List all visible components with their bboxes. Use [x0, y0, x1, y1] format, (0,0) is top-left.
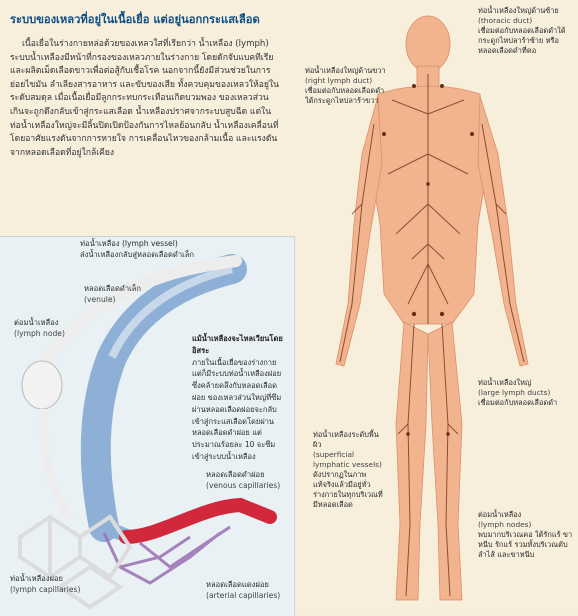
venule-label: หลอดเลือดดำเล็ก (venule)	[84, 284, 141, 304]
page-title: ระบบของเหลวที่อยู่ในเนื้อเยื่อ แต่อยู่นอกกระแสเลือด	[10, 13, 260, 26]
superficial-lymph-vessels-label: ท่อน้ำเหลืองระดับพื้นผิว (superficial lymphatic vessels) ดังปรากฏในภาพ แท้จริงแล้วมีอยู่ทั่วร่างกายในทุกบริเวณที่มีหลอดเลือด	[313, 430, 383, 509]
capillary-note-box: แม้น้ำเหลืองจะไหลเวียนโดยอิสระ ภายในเนื้อเยื่อของร่างกาย แต่ก็มีระบบท่อน้ำเหลืองฝอยซึ่งคล้ายคลึงกับหลอดเลือดฝอย ของเหลวส่วนใหญ่ที่ซึมผ่านหลอดเลือดฝอยจะกลับเข้าสู่กระแสเลือดโดยผ่านหลอดเลือดดำฝอย แต่ประมาณร้อยละ 10 จะซึมเข้าสู่ระบบน้ำเหลือง	[192, 334, 283, 461]
lymph-nodes-label: ต่อมน้ำเหลือง (lymph nodes) พบมากบริเวณคอ ใต้รักแร้ ขาหนีบ รักแร้ รวมทั้งบริเวณตับ ลำไส้ และขาหนีบ	[478, 510, 573, 559]
lymph-node-label: ต่อมน้ำเหลือง (lymph node)	[14, 318, 65, 338]
right-lymph-duct-label: ท่อน้ำเหลืองใหญ่ด้านขวา (right lymph duct) เชื่อมต่อกับหลอดเลือดดำใต้กระดูกไหปลาร้าขวา	[305, 66, 386, 105]
arterial-capillaries-label: หลอดเลือดแดงฝอย (arterial capillaries)	[206, 580, 281, 600]
lymph-capillaries-label: ท่อน้ำเหลืองฝอย (lymph capillaries)	[10, 574, 81, 594]
thoracic-duct-label: ท่อน้ำเหลืองใหญ่ด้านซ้าย (thoracic duct) เชื่อมต่อกับหลอดเลือดดำใต้กระดูกไหปลาร้าซ้าย หรือหลอดเลือดดำที่คอ	[478, 6, 566, 55]
intro-paragraph: เนื้อเยื่อในร่างกายหล่อด้วยของเหลวใสที่เรียกว่า น้ำเหลือง (lymph) ระบบน้ำเหลืองมีหน้าที่กรองของเหลวภายในร่างกาย โดยดักจับแบคทีเรียและผลิตเม็ดเลือดขาวเพื่อต่อสู้กับเชื้อโรค นอกจากนี้ยังมีส่วนช่วยในการย่อยไขมัน ลำเลียงสารอาหาร และขับของเสีย ทั้งควบคุมของเหลวให้อยู่ในระดับสมดุล เมื่อเนื้อเยื่อมีลูกกระทบกระเทือนเกิดบวมพอง ของเหลวส่วนเกินจะถูกดึงกลับเข้าสู่กระแสเลือด น้ำเหลืองปราศจากระบบสูบฉีด แต่ในท่อน้ำเหลืองใหญ่จะมีลิ้นปิดเปิดป้องกันการไหลย้อนกลับ น้ำเหลืองเคลื่อนที่โดยอาศัยแรงดันจากการหายใจ การเคลื่อนไหวของกล้ามเนื้อ และแรงดันจากหลอดเลือดที่อยู่ใกล้เคียง	[10, 39, 280, 158]
venous-capillaries-label: หลอดเลือดดำฝอย (venous capillaries)	[206, 470, 281, 490]
lymph-vessel-label: ท่อน้ำเหลือง (lymph vessel) ส่งน้ำเหลืองกลับสู่หลอดเลือดดำเล็ก	[80, 239, 194, 259]
large-lymph-ducts-label: ท่อน้ำเหลืองใหญ่ (large lymph ducts) เชื่อมต่อกับหลอดเลือดดำ	[478, 378, 558, 407]
